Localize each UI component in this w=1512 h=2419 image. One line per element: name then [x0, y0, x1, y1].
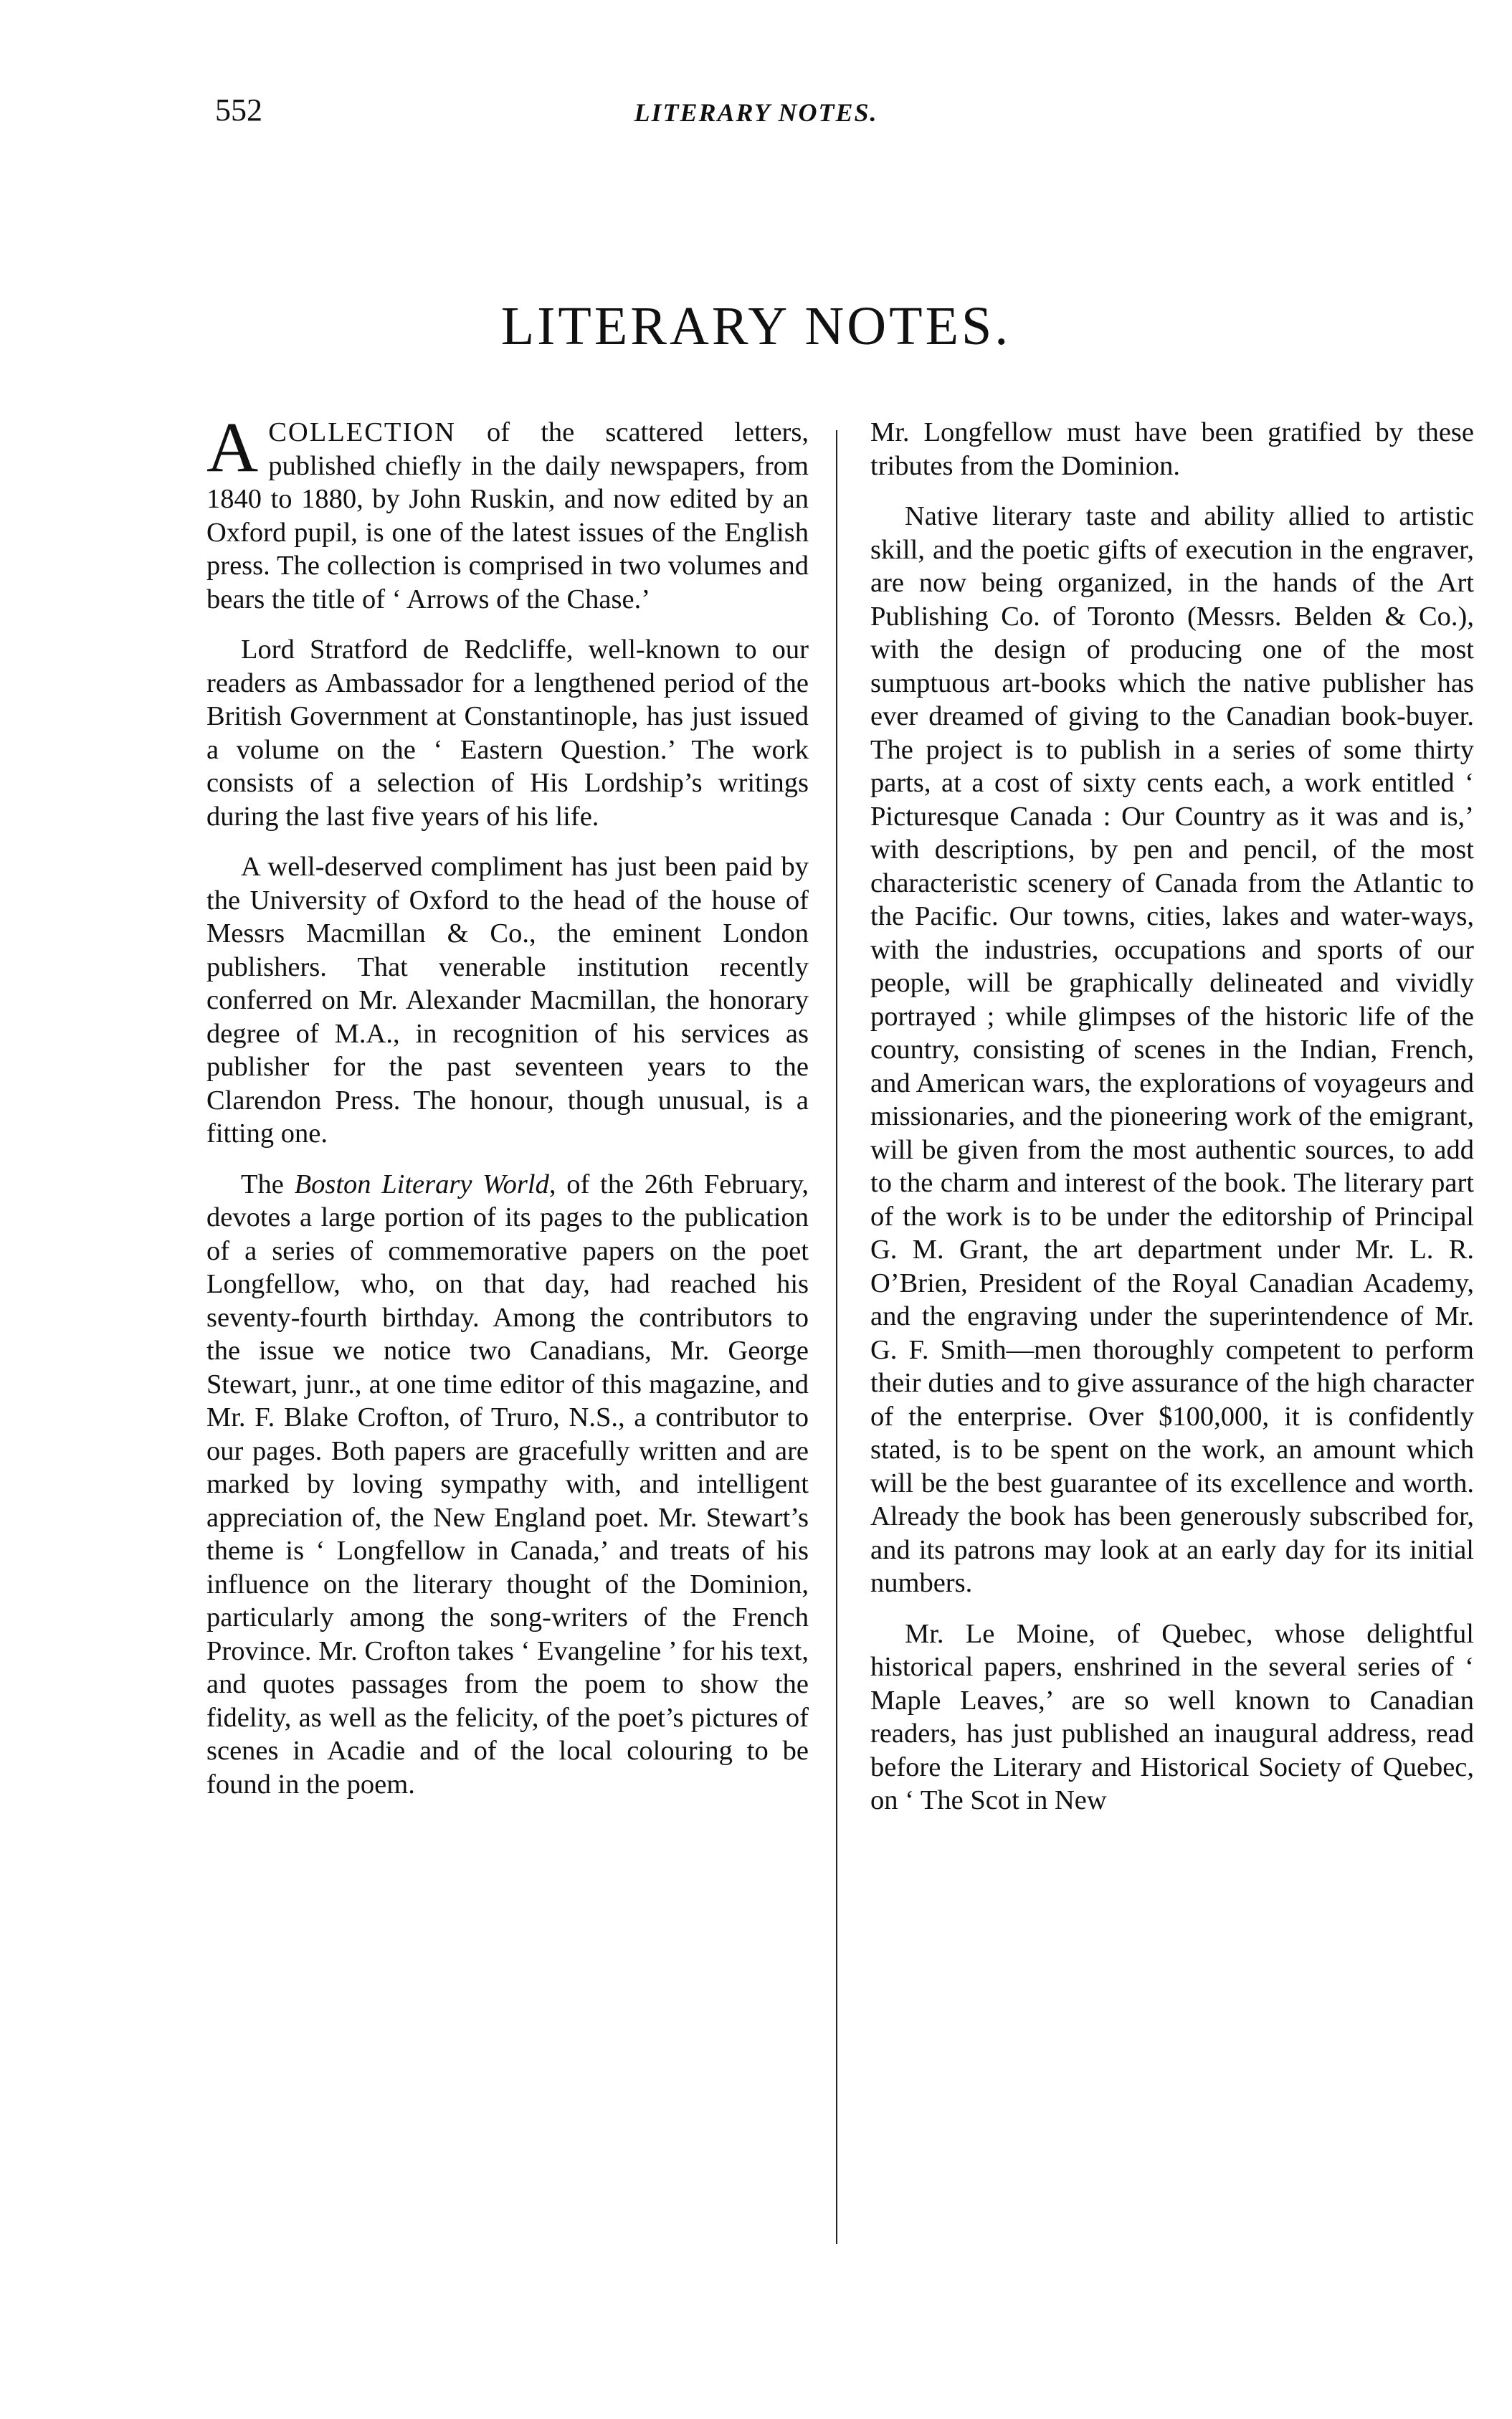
paragraph-picturesque-canada: Native literary taste and ability allied to artistic skill, and the poetic gifts of execution in the engraver, are now being organized, in the hands of the Art Publishing Co. of Toronto (Messrs. Belden & Co.), with the design of producing one of the most sumptuous art-books which the native publisher has ever dreamed of giving to the Canadian book-buyer. The project is to publish in a series of some thirty parts, at a cost of sixty cents each, a work entitled ‘ Picturesque Canada : Our Country as it was and is,’ with descriptions, by pen and pencil, of the most characteristic scenery of Canada from the Atlantic to the Pacific. Our towns, cities, lakes and water-ways, with the industries, occupations and sports of our people, will be graphically delineated and vividly portrayed ; while glimpses of the historic life of the country, consisting of scenes in the Indian, French, and American wars, the explorations of voyageurs and missionaries, and the pioneering work of the emigrant, will be given from the most authentic sources, to add to the charm and interest of the book. The literary part of the work is to be under the editorship of Principal G. M. Grant, the art department under Mr. L. R. O’Brien, President of the Royal Canadian Academy, and the engraving under the superintendence of Mr. G. F. Smith—men thoroughly competent to perform their duties and to give assurance of the high character of the enterprise. Over $100,000, it is confidently stated, is to be spent on the work, an amount which will be the best guarantee of its excellence and worth. Already the book has been generously subscribed for, and its patrons may look at an early day for its initial numbers. [870, 501, 1474, 1598]
article-title: LITERARY NOTES. [500, 296, 1012, 356]
paragraph-text: , of the 26th February, devotes a large portion of its pages to the publication of a series of commemorative papers on the poet Longfellow, who, on that day, had reached his seventy-fourth birthday. Among the contributors to the issue we notice two Canadians, Mr. George Stewart, junr., at one time editor of this magazine, and Mr. F. Blake Crofton, of Truro, N.S., a contributor to our pages. Both papers are gracefully written and are marked by loving sympathy with, and intelligent appreciation of, the New England poet. Mr. Stewart’s theme is ‘ Longfellow in Canada,’ and treats of his influence on the literary thought of the Dominion, particularly among the song-writers of the French Province. Mr. Crofton takes ‘ Evangeline ’ for his text, and quotes passages from the poem to show the fidelity, as well as the felicity, of the poet’s pictures of scenes in Acadie and of the local colouring to be found in the poem. [206, 1169, 809, 1800]
page-number: 552 [215, 92, 262, 128]
paragraph-text: The [241, 1169, 295, 1199]
right-column [870, 416, 1474, 1835]
publication-title: Boston Literary World [294, 1169, 549, 1199]
paragraph-stratford: Lord Stratford de Redcliffe, well-known to our readers as Ambassador for a lengthened period of the British Government at Constantinople, has just issued a volume on the ‘ Eastern Question.’ The work consists of a selection of His Lordship’s writings during the last five years of his life. [206, 635, 809, 832]
paragraph-longfellow-tributes: Mr. Longfellow must have been gratified by these tributes from the Dominion. [870, 417, 1474, 481]
paragraph-le-moine: Mr. Le Moine, of Quebec, whose delightful historical papers, enshrined in the several series of ‘ Maple Leaves,’ are so well known to Canadian readers, has just published an inaugural address, read before the Literary and Historical Society of Quebec, on ‘ The Scot in New [870, 1618, 1474, 1815]
paragraph-boston-literary-world [206, 1168, 809, 1802]
paragraph-ruskin-arrows [206, 407, 809, 616]
small-caps-opening: COLLECTION [268, 417, 456, 447]
drop-cap: A [206, 407, 259, 487]
column-rule [836, 430, 837, 2244]
paragraph-macmillan: A well-deserved compliment has just been paid by the University of Oxford to the head of the house of Messrs Macmillan & Co., the eminent London publishers. That venerable institution recently conferred on Mr. Alexander Macmillan, the honorary degree of M.A., in recognition of his services as publisher for the past seventeen years to the Clarendon Press. The honour, though unusual, is a fitting one. [206, 852, 809, 1149]
left-column [206, 407, 809, 1818]
paragraph-text: of the scattered letters, published chiefly in the daily newspapers, from 1840 to 1880, by John Ruskin, and now edited by an Oxford pupil, is one of the latest issues of the English press. The collection is comprised in two volumes and bears the title of ‘ Arrows of the Chase.’ [206, 417, 809, 614]
running-head: LITERARY NOTES. [634, 98, 878, 127]
